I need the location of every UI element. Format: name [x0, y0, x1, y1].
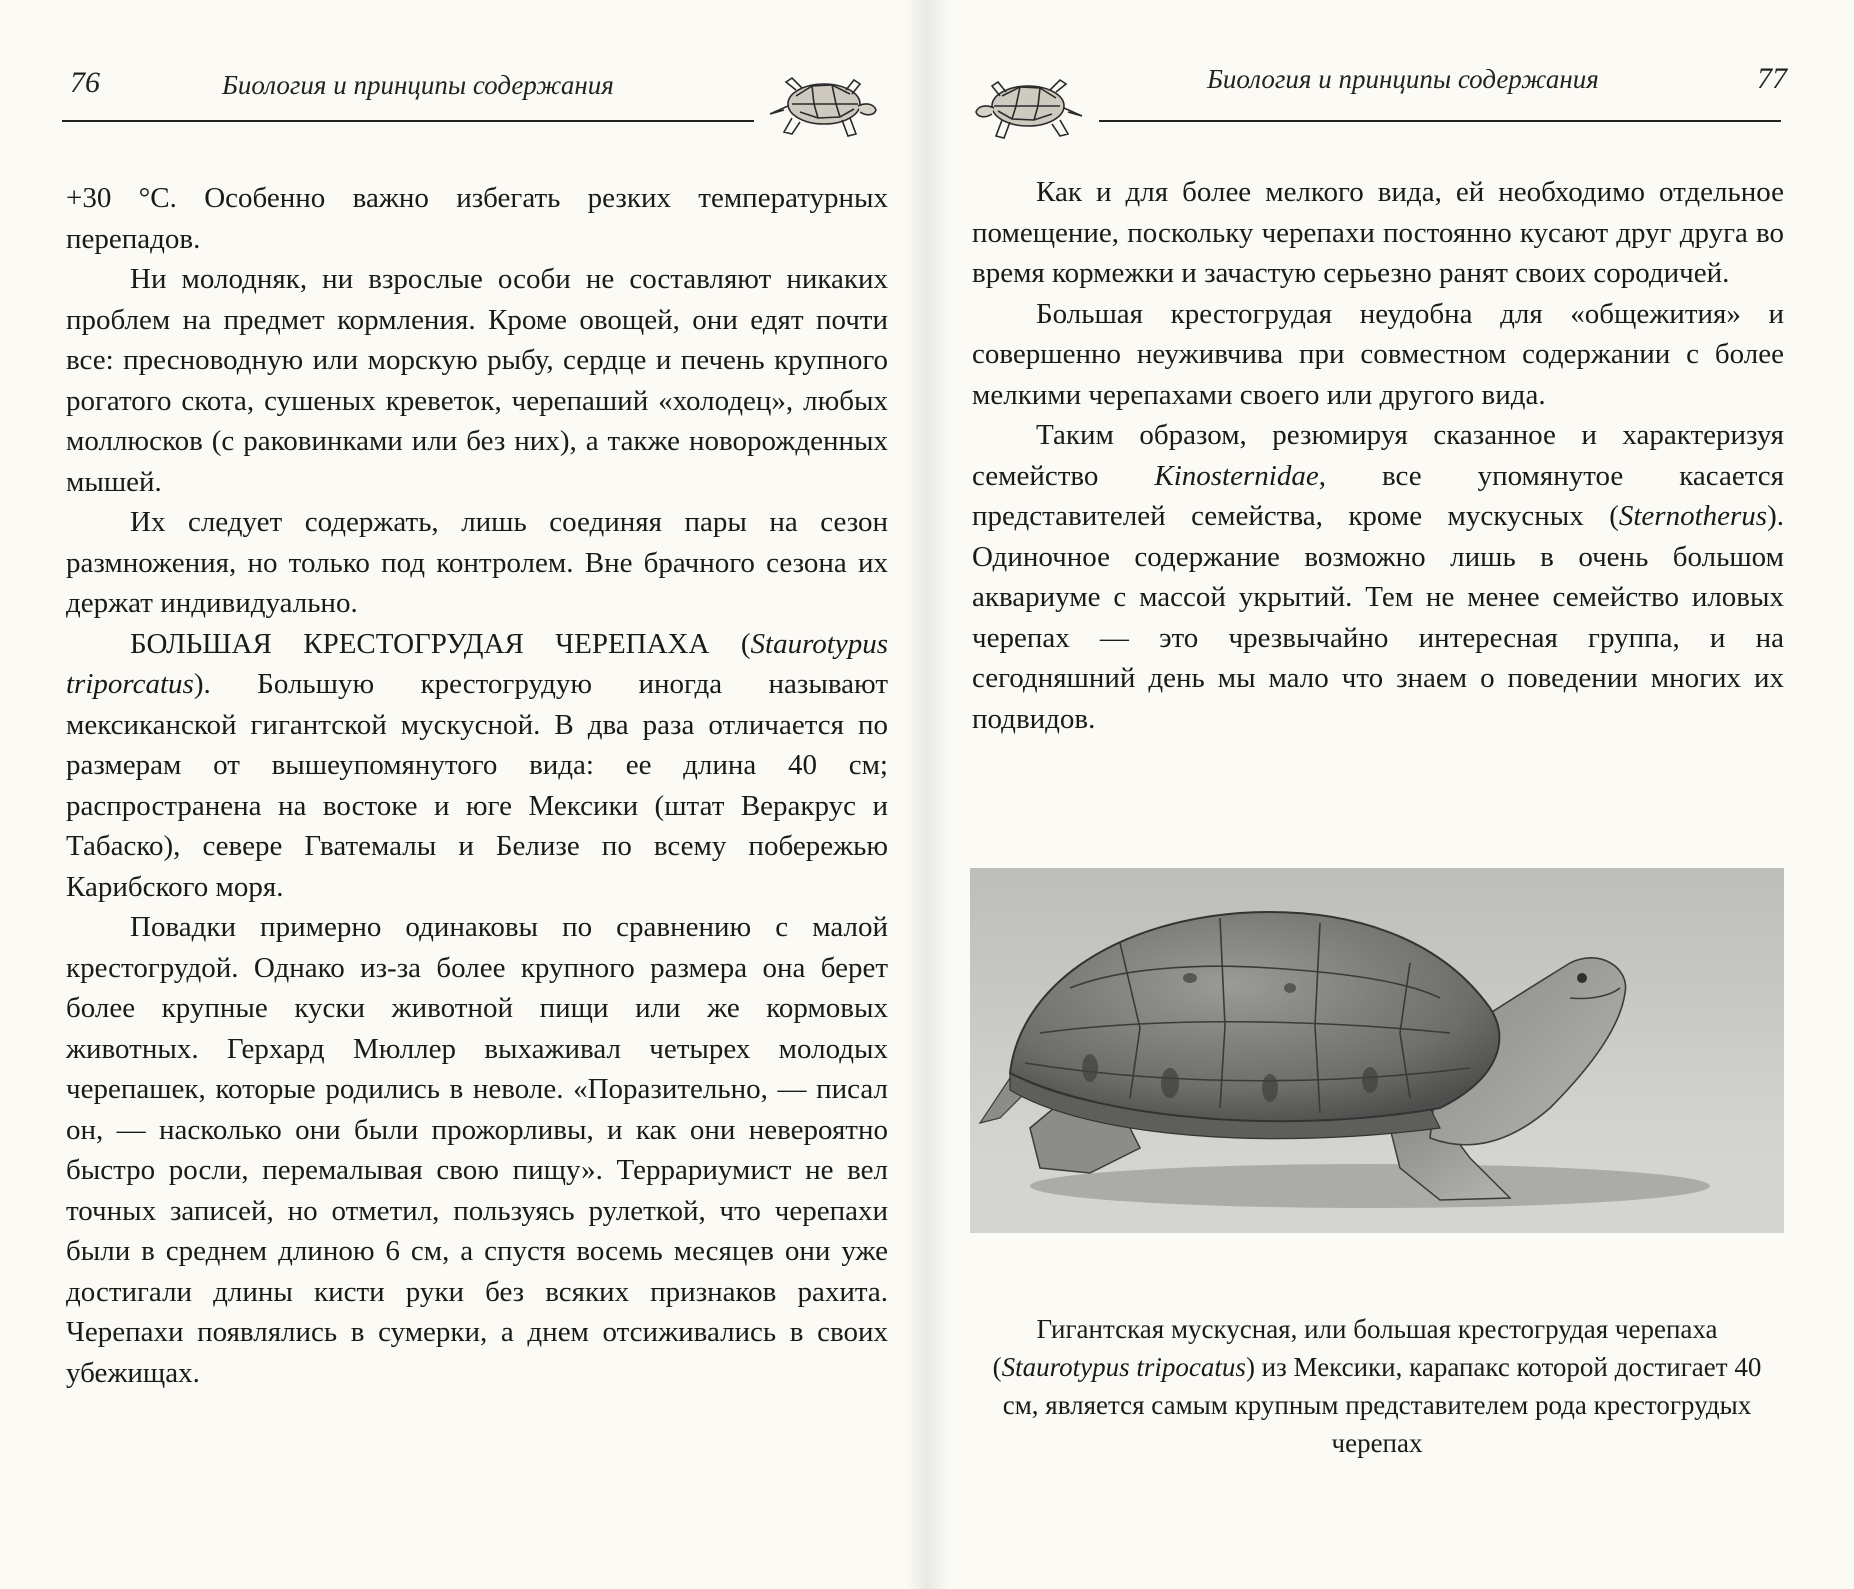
paragraph: [66, 178, 888, 259]
left-page-body: [66, 178, 888, 1393]
paragraph: [66, 907, 888, 1393]
text-segment: ). Одиночное содержание возможно лишь в очень большом аквариуме с массой укрытий. Тем не менее семейство иловых черепах — это чрезвычайно интересная группа, и на сегодняшний день мы мало что знаем о поведении многих их подвидов.: [972, 500, 1784, 735]
header-rule-left: [62, 120, 754, 122]
text-segment: ) из Мексики, карапакс которой достигает 40 см, является самым крупным представителем рода крестогрудых черепах: [1002, 1352, 1762, 1458]
page-number-left: 76: [70, 66, 100, 99]
text-segment: БОЛЬШАЯ КРЕСТОГРУДАЯ ЧЕРЕПАХА (: [130, 627, 751, 660]
text-segment: +30 °С. Особенно важно избегать резких температурных перепадов.: [66, 182, 888, 255]
italic-term: Staurotypus triporcatus: [66, 627, 888, 700]
turtle-photo: [970, 868, 1784, 1233]
text-segment: Как и для более мелкого вида, ей необходимо отдельное помещение, поскольку черепахи постоянно кусают друг друга во время кормежки и зачастую серьезно ранят своих сородичей.: [972, 176, 1784, 289]
turtle-icon-right: [970, 64, 1090, 154]
paragraph: [972, 415, 1784, 739]
italic-term: Sternotherus: [1618, 500, 1768, 532]
text-segment: Повадки примерно одинаковы по сравнению с малой крестогрудой. Однако из-за более крупного размера она берет более крупные куски животной пищи или же кормовых животных. Герхард Мюллер выхаживал четырех молодых черепашек, которые родились в неволе. «Поразительно, — писал он, — насколько они были прожорливы, и как они невероятно быстро росли, перемалывая свою пищу». Террариумист не вел точных записей, но отметил, пользуясь рулеткой, что черепахи были в среднем длиною 6 см, а спустя восемь месяцев они уже достигали длины кисти руки без всяких признаков рахита. Черепахи появлялись в сумерки, а днем отсиживались в своих убежищах.: [66, 911, 888, 1389]
italic-term: Kinosternidae: [1154, 459, 1319, 492]
paragraph: [66, 502, 888, 624]
text-segment: Гигантская мускусная, или большая крестогрудая черепаха (: [992, 1314, 1718, 1382]
italic-term: Staurotypus tripocatus: [1001, 1352, 1246, 1382]
right-page-body: [972, 172, 1784, 739]
photo-caption: [975, 1310, 1779, 1462]
running-head-right: Биология и принципы содержания: [1207, 64, 1599, 94]
text-segment: Их следует содержать, лишь соединяя пары на сезон размножения, но только под контролем. Вне брачного сезона их держат индивидуально.: [66, 506, 888, 619]
running-head-left: Биология и принципы содержания: [222, 70, 614, 100]
paragraph: [66, 624, 888, 908]
paragraph: [66, 259, 888, 502]
paragraph: [972, 172, 1784, 294]
turtle-icon: [762, 62, 882, 152]
text-segment: Большая крестогрудая неудобна для «общежития» и совершенно неуживчива при совместном содержании с более мелкими черепахами своего или другого вида.: [972, 297, 1784, 411]
text-segment: ). Большую крестогрудую иногда называют мексиканской гигантской мускусной. В два раза отличается по размерам от вышеупомянутого вида: ее длина 40 см; распространена на востоке и юге Мексики (штат Веракрус и Табаско), севере Гватемалы и Белизе по всему побережью Карибского моря.: [66, 668, 888, 903]
text-segment: , все упомянутое касается представителей семейства, кроме мускусных (: [972, 459, 1784, 532]
page-number-right: 77: [1757, 62, 1787, 95]
header-rule-right: [1099, 120, 1781, 122]
paragraph: [972, 294, 1784, 416]
text-segment: Таким образом, резюмируя сказанное и характеризуя семейство: [972, 419, 1784, 492]
text-segment: Ни молодняк, ни взрослые особи не составляют никаких проблем на предмет кормления. Кроме овощей, они едят почти все: пресноводную или морскую рыбу, сердце и печень крупного рогатого скота, сушеных креветок, черепаший «холодец», любых моллюсков (с раковинками или без них), а также новорожденных мышей.: [66, 263, 888, 498]
